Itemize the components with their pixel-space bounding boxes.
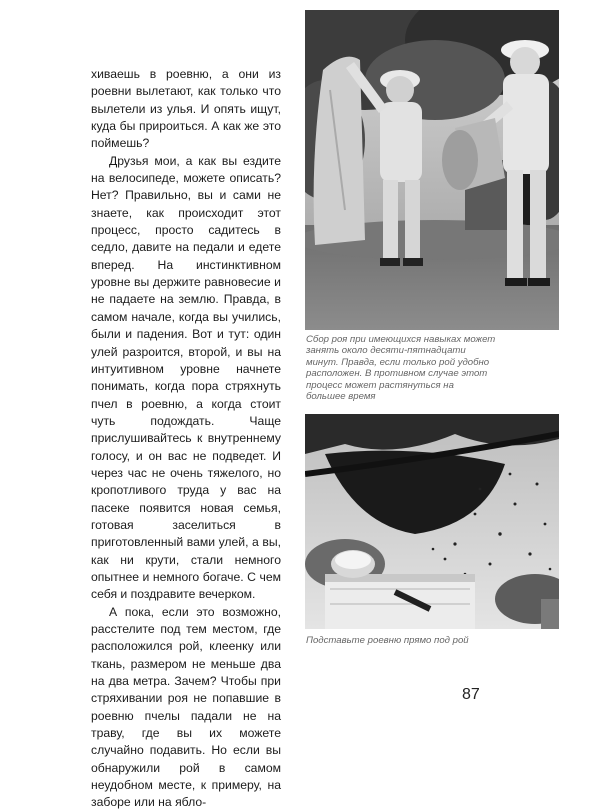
page-number: 87 xyxy=(462,686,480,703)
photo-swarm-above-roevnya xyxy=(305,414,559,629)
body-text-column xyxy=(91,66,281,812)
paragraph-2: Друзья мои, а как вы ездите на велосипеде, можете описать? Нет? Правильно, вы и сами не знаете, как происходит этот процесс, просто садитесь в седло, давите на педали и едете вперед. На инстинктивном уровне вы держите равновесие и не падаете на землю. Правда, в самом начале, когда вы учились, были и падения. Вот и тут: один улей разроится, второй, и вы на интуитивном уровне начнете понимать, когда пора стряхнуть пчел в роевню, а когда стоит чуть подождать. Чаще прислушивайтесь к внутреннему голосу, и он вас не подведет. И через час не очень тяжелого, но кропотливого труда у вас на пасеке появится новая семья, готовая заселиться в приготовленный вами улей, а вы, как ни крути, стали немного опытнее и немного богаче. С чем себя и поздравите вечерком. xyxy=(91,153,281,602)
caption-1: Сбор роя при имеющихся навыках может занять около десяти-пятнадцати минут. Правда, если только рой удобно расположен. В противном случае этот процесс может растянуться на большее время xyxy=(306,334,496,403)
photo-beekeepers-collecting-swarm xyxy=(305,10,559,330)
caption-2: Подставьте роевню прямо под рой xyxy=(306,635,469,646)
paragraph-3: А пока, если это возможно, расстелите под тем местом, где расположился рой, клеенку или ткань, размером не меньше два на два метра. Зачем? Чтобы при стряхивании роя не попавшие в роевню пчелы падали не на траву, где вы их можете случайно подавить. Но если вы обнаружили рой в самом неудобном месте, к примеру, на заборе или на ябло- xyxy=(91,604,281,810)
paragraph-1: хиваешь в роевню, а они из роевни вылетают, как только что вылетели из улья. И опять ищут, куда бы прироиться. А как же это поймешь? xyxy=(91,67,281,151)
